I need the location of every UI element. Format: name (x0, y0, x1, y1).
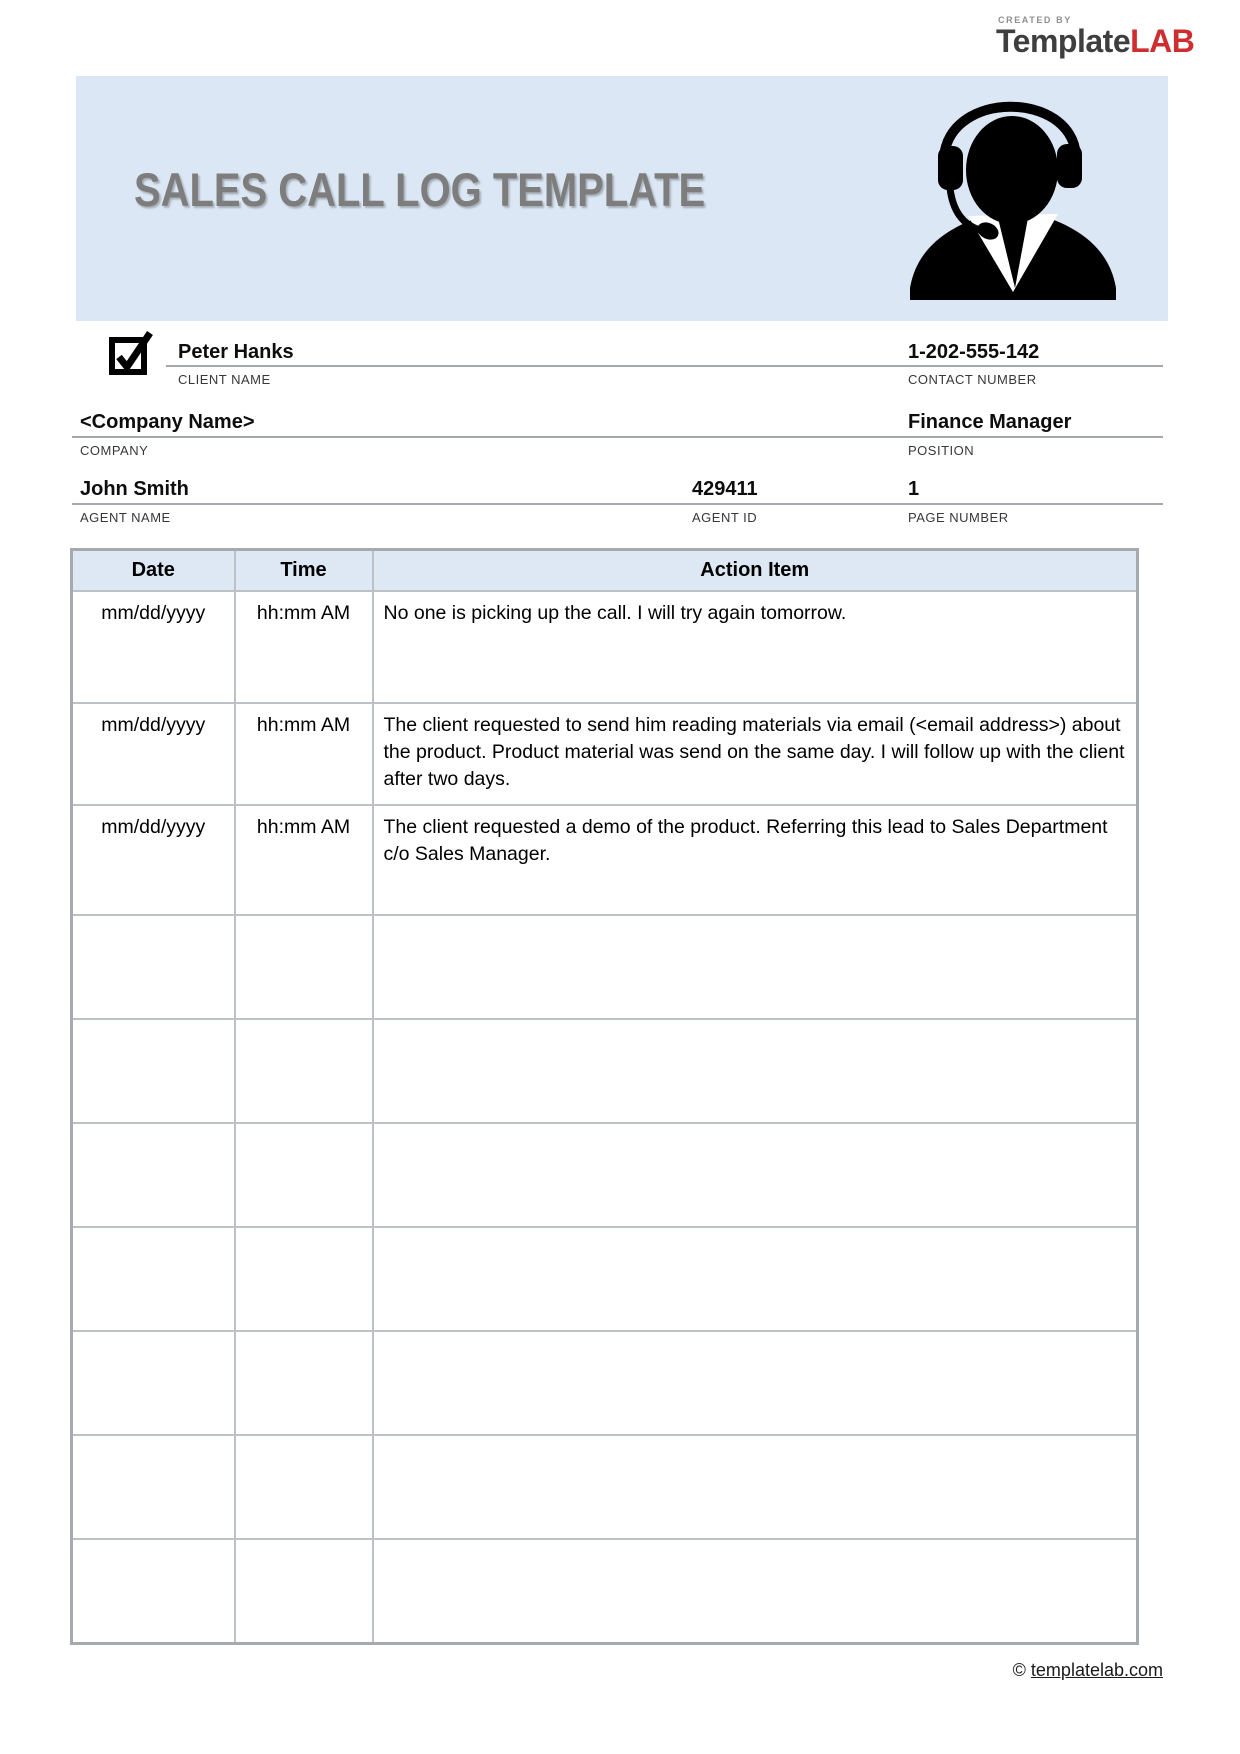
date-cell (72, 1435, 235, 1539)
agent-name-label: AGENT NAME (80, 510, 171, 525)
company-label: COMPANY (80, 443, 149, 458)
page-title: SALES CALL LOG TEMPLATE (134, 163, 706, 216)
templatelab-logo (996, 23, 1194, 60)
table-row (72, 1123, 1138, 1227)
contact-number-value: 1-202-555-142 (908, 341, 1040, 363)
company-row-rule (72, 436, 1163, 438)
action-cell (373, 1019, 1138, 1123)
date-cell (72, 915, 235, 1019)
time-cell (235, 1227, 373, 1331)
table-row (72, 805, 1138, 915)
time-cell (235, 1331, 373, 1435)
action-item-column-header: Action Item (373, 550, 1138, 592)
time-cell: hh:mm AM (235, 805, 373, 915)
call-log-table (70, 548, 1139, 1645)
page-number-value: 1 (908, 478, 920, 500)
time-cell (235, 1019, 373, 1123)
date-cell (72, 1019, 235, 1123)
contact-number-label: CONTACT NUMBER (908, 372, 1037, 387)
call-log-rows (72, 591, 1138, 1643)
date-cell: mm/dd/yyyy (72, 805, 235, 915)
table-row (72, 1227, 1138, 1331)
time-cell (235, 1123, 373, 1227)
date-cell (72, 1539, 235, 1643)
time-cell: hh:mm AM (235, 703, 373, 805)
logo-created-by-label: CREATED BY (998, 15, 1072, 25)
date-cell: mm/dd/yyyy (72, 591, 235, 703)
table-row (72, 591, 1138, 703)
date-cell: mm/dd/yyyy (72, 703, 235, 805)
table-row (72, 1019, 1138, 1123)
action-cell: The client requested a demo of the product. Referring this lead to Sales Department c/o Sales Manager. (373, 805, 1138, 915)
position-value: Finance Manager (908, 411, 1072, 433)
agent-id-value: 429411 (692, 478, 758, 500)
time-cell (235, 915, 373, 1019)
date-column-header: Date (72, 550, 235, 592)
action-cell (373, 1331, 1138, 1435)
date-cell (72, 1331, 235, 1435)
client-name-label: CLIENT NAME (178, 372, 271, 387)
action-cell (373, 1539, 1138, 1643)
action-cell (373, 1227, 1138, 1331)
logo-brand-accent: LAB (1130, 23, 1195, 59)
action-cell: The client requested to send him reading materials via email (<email address>) about the product. Product material was send on the same day. I will follow up with the client after two days. (373, 703, 1138, 805)
action-cell (373, 915, 1138, 1019)
table-row (72, 703, 1138, 805)
agent-name-value: John Smith (80, 478, 189, 500)
table-header-row (72, 550, 1138, 592)
checkbox-checked-icon (108, 330, 154, 376)
table-row (72, 1539, 1138, 1643)
action-cell (373, 1123, 1138, 1227)
support-agent-icon (908, 92, 1120, 300)
page-number-label: PAGE NUMBER (908, 510, 1009, 525)
copyright-symbol: © (1012, 1660, 1026, 1680)
logo-brand-primary: Template (996, 23, 1131, 59)
client-name-value: Peter Hanks (178, 341, 294, 363)
client-row-rule (166, 365, 1163, 367)
table-row (72, 1331, 1138, 1435)
action-cell (373, 1435, 1138, 1539)
date-cell (72, 1227, 235, 1331)
time-column-header: Time (235, 550, 373, 592)
time-cell (235, 1539, 373, 1643)
company-value: <Company Name> (80, 411, 255, 433)
agent-row-rule (72, 503, 1163, 505)
date-cell (72, 1123, 235, 1227)
table-row (72, 915, 1138, 1019)
time-cell: hh:mm AM (235, 591, 373, 703)
templatelab-link[interactable]: templatelab.com (1030, 1660, 1163, 1680)
action-cell: No one is picking up the call. I will try again tomorrow. (373, 591, 1138, 703)
footer (1013, 1660, 1163, 1681)
table-row (72, 1435, 1138, 1539)
time-cell (235, 1435, 373, 1539)
position-label: POSITION (908, 443, 975, 458)
agent-id-label: AGENT ID (692, 510, 758, 525)
header-band (76, 76, 1168, 321)
